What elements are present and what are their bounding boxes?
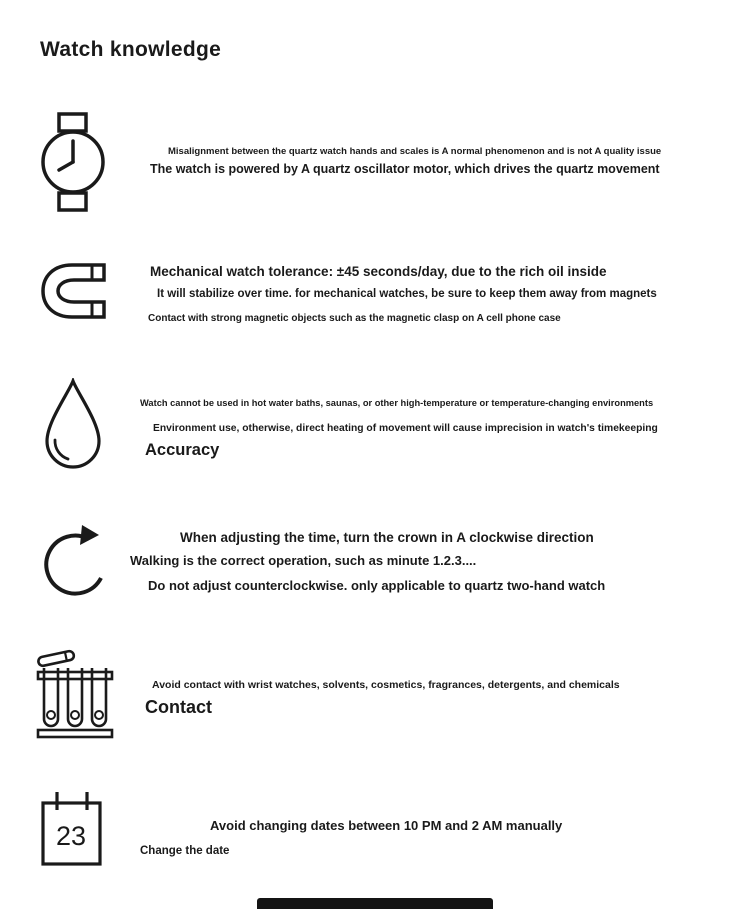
quartz-note-secondary: Misalignment between the quartz watch hands and scales is A normal phenomenon and is not A quality issue (168, 146, 662, 157)
accuracy-heading: Accuracy (145, 441, 220, 459)
calendar-day-number: 23 (55, 821, 87, 851)
quartz-note-primary: The watch is powered by A quartz oscillator motor, which drives the quartz movement (150, 162, 660, 176)
counterclockwise-warning-line: Do not adjust counterclockwise. only applicable to quartz two-hand watch (148, 578, 606, 593)
magnet-contact-line: Contact with strong magnetic objects such as the magnetic clasp on A cell phone case (148, 313, 561, 324)
water-drop-icon (38, 378, 108, 476)
clockwise-direction-line: When adjusting the time, turn the crown in A clockwise direction (180, 530, 594, 545)
test-tubes-icon (36, 644, 116, 744)
contact-heading: Contact (145, 697, 212, 717)
calendar-icon (40, 790, 104, 868)
page-title: Watch knowledge (40, 38, 222, 61)
environment-use-line: Environment use, otherwise, direct heating of movement will cause imprecision in watch's timekeeping (153, 423, 658, 434)
magnet-icon (40, 262, 106, 320)
correct-operation-line: Walking is the correct operation, such as minute 1.2.3.... (130, 553, 477, 568)
change-date-heading: Change the date (140, 845, 230, 857)
clockwise-arrow-icon (38, 522, 110, 600)
magnet-tolerance-line: Mechanical watch tolerance: ±45 seconds/day, due to the rich oil inside (150, 264, 607, 279)
footer-bar (257, 898, 493, 909)
wristwatch-icon (40, 112, 106, 212)
magnet-stabilize-line: It will stabilize over time. for mechanical watches, be sure to keep them away from magnets (157, 288, 657, 300)
avoid-date-change-line: Avoid changing dates between 10 PM and 2 AM manually (210, 818, 563, 833)
hot-water-warning-line: Watch cannot be used in hot water baths, saunas, or other high-temperature or temperature-changing environments (140, 398, 654, 408)
avoid-chemicals-line: Avoid contact with wrist watches, solvents, cosmetics, fragrances, detergents, and chemicals (152, 679, 620, 691)
